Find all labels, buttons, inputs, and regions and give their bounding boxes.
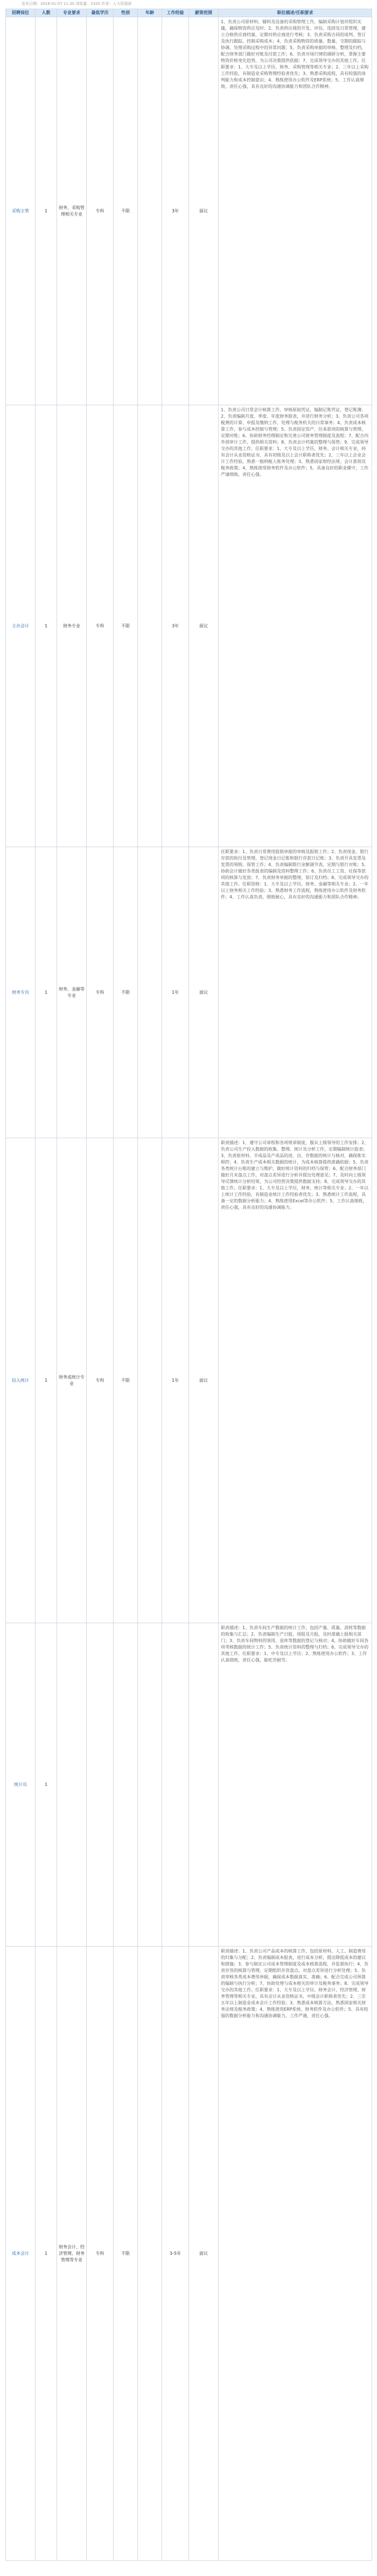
gender-cell	[114, 1623, 138, 1947]
col-header-major: 专业要求	[57, 9, 87, 17]
major-cell: 财务、金融等专业	[57, 847, 87, 1138]
desc-text: 1、负责公司日常会计核算工作，审核原始凭证，编制记账凭证，登记账簿；2、负责编制月度、季度、年度财务报表，并进行财务分析；3、负责公司各项税费的计算、申报及缴纳工作，处理与税务机关的日常事务；4、负责成本核算工作，参与成本控制与管理；5、负责固定资产、往来款项的核算与管理，定期对账；6、协助财务经理制定和完善公司财务管理制度及流程；7、配合内外部审计工作，提供相关资料；8、负责会计档案的整理与保管；9、完成领导交办的其他工作。任职要求：1、大专及以上学历，财务、会计相关专业，持有会计从业资格证书，具有初级及以上会计职称者优先；2、三年以上企业会计工作经验，熟悉一般纳税人账务处理；3、熟悉国家财经法规、会计准则及税务政策；4、熟练使用财务软件及办公软件；5、具备良好的职业操守，工作严谨细致，责任心强。	[221, 407, 369, 477]
col-header-salary: 薪资范围	[189, 9, 219, 17]
meta-line	[0, 0, 377, 8]
age-cell	[138, 1947, 162, 2561]
count-cell: 1	[36, 1947, 57, 2561]
count-cell: 1	[36, 1623, 57, 1947]
job-table	[5, 9, 372, 2561]
desc-cell	[219, 1138, 372, 1623]
edu-cell: 专科	[87, 405, 114, 847]
position-cell: 财务专员	[6, 847, 36, 1138]
salary-cell: 面议	[189, 847, 219, 1138]
salary-cell	[189, 1623, 219, 1947]
col-header-count: 人数	[36, 9, 57, 17]
count-cell: 1	[36, 405, 57, 847]
desc-text: 1、负责公司原材料、辅料及设备的采购管理工作，编制采购计划并组织实施，确保物资供应及时；2、负责供应商的开发、评估、选择及日常管理，建立合格供应商档案，定期对供应商进行考核；3、负责采购合同的谈判、签订及执行跟踪，控制采购成本；4、负责采购物资的质量、数量、交期的跟踪与协调，处理采购过程中的异常问题；5、负责采购单据的审核、整理及归档，配合财务部门做好对账及付款工作；6、负责市场行情的调研分析，掌握主要物资价格变化趋势，为公司决策提供依据；7、完成领导交办的其他工作。任职要求：1、大专及以上学历，财务、采购管理等相关专业；2、三年以上采购工作经验，有制造业采购管理经验者优先；3、熟悉采购流程，具有较强的谈判能力和成本控制意识；4、熟练使用办公软件及ERP系统；5、工作认真细致，责任心强，具有良好的沟通协调能力和团队合作精神。	[221, 19, 369, 89]
table-row	[6, 1947, 372, 2561]
count-cell: 1	[36, 1138, 57, 1623]
exp-cell	[162, 1623, 189, 1947]
col-header-exp: 工作经验	[162, 9, 189, 17]
table-header-row	[6, 9, 372, 17]
edu-cell: 专科	[87, 847, 114, 1138]
exp-cell: 3年	[162, 405, 189, 847]
col-header-edu: 最低学历	[87, 9, 114, 17]
desc-text: 职责描述：1、负责车间生产数据的统计工作，包括产量、质量、消耗等数据的收集与汇总；2、负责编制生产日报、周报及月报，及时准确上报相关部门；3、负责车间物料的领用、退库等数据的登记与核对；4、协助做好车间各项考核数据的统计工作；5、负责统计资料的整理与归档；6、完成领导交办的其他工作。任职要求：1、中专及以上学历；2、熟练使用办公软件；3、工作认真细致，责任心强，能吃苦耐劳。	[221, 1625, 369, 1663]
table-row	[6, 17, 372, 405]
age-cell	[138, 405, 162, 847]
gender-cell: 不限	[114, 1138, 138, 1623]
meta-text: 发布日期：2016-01-07 11:30 浏览量：2320 作者：人力资源部	[22, 2, 132, 6]
col-header-gender: 性别	[114, 9, 138, 17]
age-cell	[138, 1623, 162, 1947]
desc-text: 任职要求：1、负责日常费用报销单据的审核及报销工作；2、负责现金、银行存款的收付及管理，登记现金日记账和银行存款日记账；3、负责开具发票及发票的领购、保管工作；4、负责编制银行余额调节表，定期与银行对账；5、协助会计做好各类报表的编制及资料整理工作；6、负责员工工资、社保等款项的核算与发放；7、负责财务单据的整理、装订及归档；8、完成领导交办的其他工作。任职资格：1、大专及以上学历，财务、金融等相关专业；2、一年以上财务相关工作经验；3、熟悉财务工作流程，熟练使用办公软件及财务软件；4、工作认真负责，细致耐心，具有良好的沟通能力和团队合作精神。	[221, 849, 369, 899]
exp-cell: 1年	[162, 1138, 189, 1623]
gender-cell: 不限	[114, 1947, 138, 2561]
position-cell: 采购主管	[6, 17, 36, 405]
desc-cell	[219, 1623, 372, 1947]
major-cell: 财务或统计专业	[57, 1138, 87, 1623]
col-header-age: 年龄	[138, 9, 162, 17]
table-row	[6, 405, 372, 847]
salary-cell: 面议	[189, 17, 219, 405]
desc-cell	[219, 17, 372, 405]
position-cell: 投入统计	[6, 1138, 36, 1623]
exp-cell: 1年	[162, 847, 189, 1138]
exp-cell: 3年	[162, 17, 189, 405]
desc-cell	[219, 847, 372, 1138]
edu-cell: 专科	[87, 1947, 114, 2561]
exp-cell: 3-5年	[162, 1947, 189, 2561]
col-header-desc: 职位描述/任职要求	[219, 9, 372, 17]
position-cell: 主办会计	[6, 405, 36, 847]
edu-cell	[87, 1623, 114, 1947]
gender-cell: 不限	[114, 847, 138, 1138]
table-row	[6, 847, 372, 1138]
age-cell	[138, 847, 162, 1138]
count-cell: 1	[36, 17, 57, 405]
age-cell	[138, 17, 162, 405]
desc-cell	[219, 1947, 372, 2561]
salary-cell: 面议	[189, 405, 219, 847]
position-cell: 统计员	[6, 1623, 36, 1947]
major-cell: 财务专业	[57, 405, 87, 847]
major-cell	[57, 1623, 87, 1947]
salary-cell: 面议	[189, 1947, 219, 2561]
age-cell	[138, 1138, 162, 1623]
edu-cell: 专科	[87, 1138, 114, 1623]
table-row	[6, 1623, 372, 1947]
major-cell: 财务会计、经济管理、财务管理等专业	[57, 1947, 87, 2561]
salary-cell: 面议	[189, 1138, 219, 1623]
desc-cell	[219, 405, 372, 847]
gender-cell: 不限	[114, 17, 138, 405]
count-cell: 1	[36, 847, 57, 1138]
desc-text: 职责描述：1、负责公司产品成本的核算工作，包括原材料、人工、制造费用的归集与分配；2、负责编制成本报表，进行成本分析，提出降低成本的建议和措施；3、参与制定公司成本管理制度及成本核算流程，并监督执行；4、负责存货的核算与管理，定期组织存货盘点，对盘点差异进行分析处理；5、负责审核各类成本费用单据，确保成本数据真实、准确；6、配合完成公司预算的编制与执行分析；7、协助处理与成本相关的审计及税务事务；8、完成领导交办的其他工作。任职要求：1、大专及以上学历，财务会计、经济管理、财务管理等相关专业，具有会计从业资格证书，中级会计职称者优先；2、三至五年以上制造业成本会计工作经验；3、熟悉成本核算方法，熟悉国家相关财务法规及税务政策；4、熟练使用ERP系统、财务软件及办公软件；5、具有较强的数据分析能力和沟通协调能力，工作严谨，责任心强。	[221, 1949, 369, 2018]
table-row	[6, 1138, 372, 1623]
col-header-position: 招聘岗位	[6, 9, 36, 17]
major-cell: 财务、采购管理相关专业	[57, 17, 87, 405]
position-cell: 成本会计	[6, 1947, 36, 2561]
edu-cell: 专科	[87, 17, 114, 405]
gender-cell: 不限	[114, 405, 138, 847]
desc-text: 职责描述：1、遵守公司章程和各项规章制度，服从上级领导的工作安排；2、负责公司生产投入数据的收集、整理、统计及分析工作，定期编制统计报表；3、负责原材料、半成品及产成品的进、出、存数据的统计与核对，确保账实相符；4、负责生产成本相关数据的统计，为成本核算提供准确依据；5、负责各类统计台账的建立与维护，做好统计资料的归档与保管；6、配合财务部门做好月末盘点工作，对盘点差异进行分析并提出处理意见；7、及时向上级领导反馈统计分析结果，为公司经营决策提供数据支持；8、完成领导交办的其他工作。任职要求：1、大专及以上学历，财务、统计等相关专业；2、一年以上统计工作经验，有制造业统计工作经验者优先；3、熟悉统计工作流程，具备一定的数据分析能力；4、熟练使用Excel等办公软件；5、工作认真细致，责任心强，具有良好的沟通协调能力。	[221, 1140, 369, 1210]
